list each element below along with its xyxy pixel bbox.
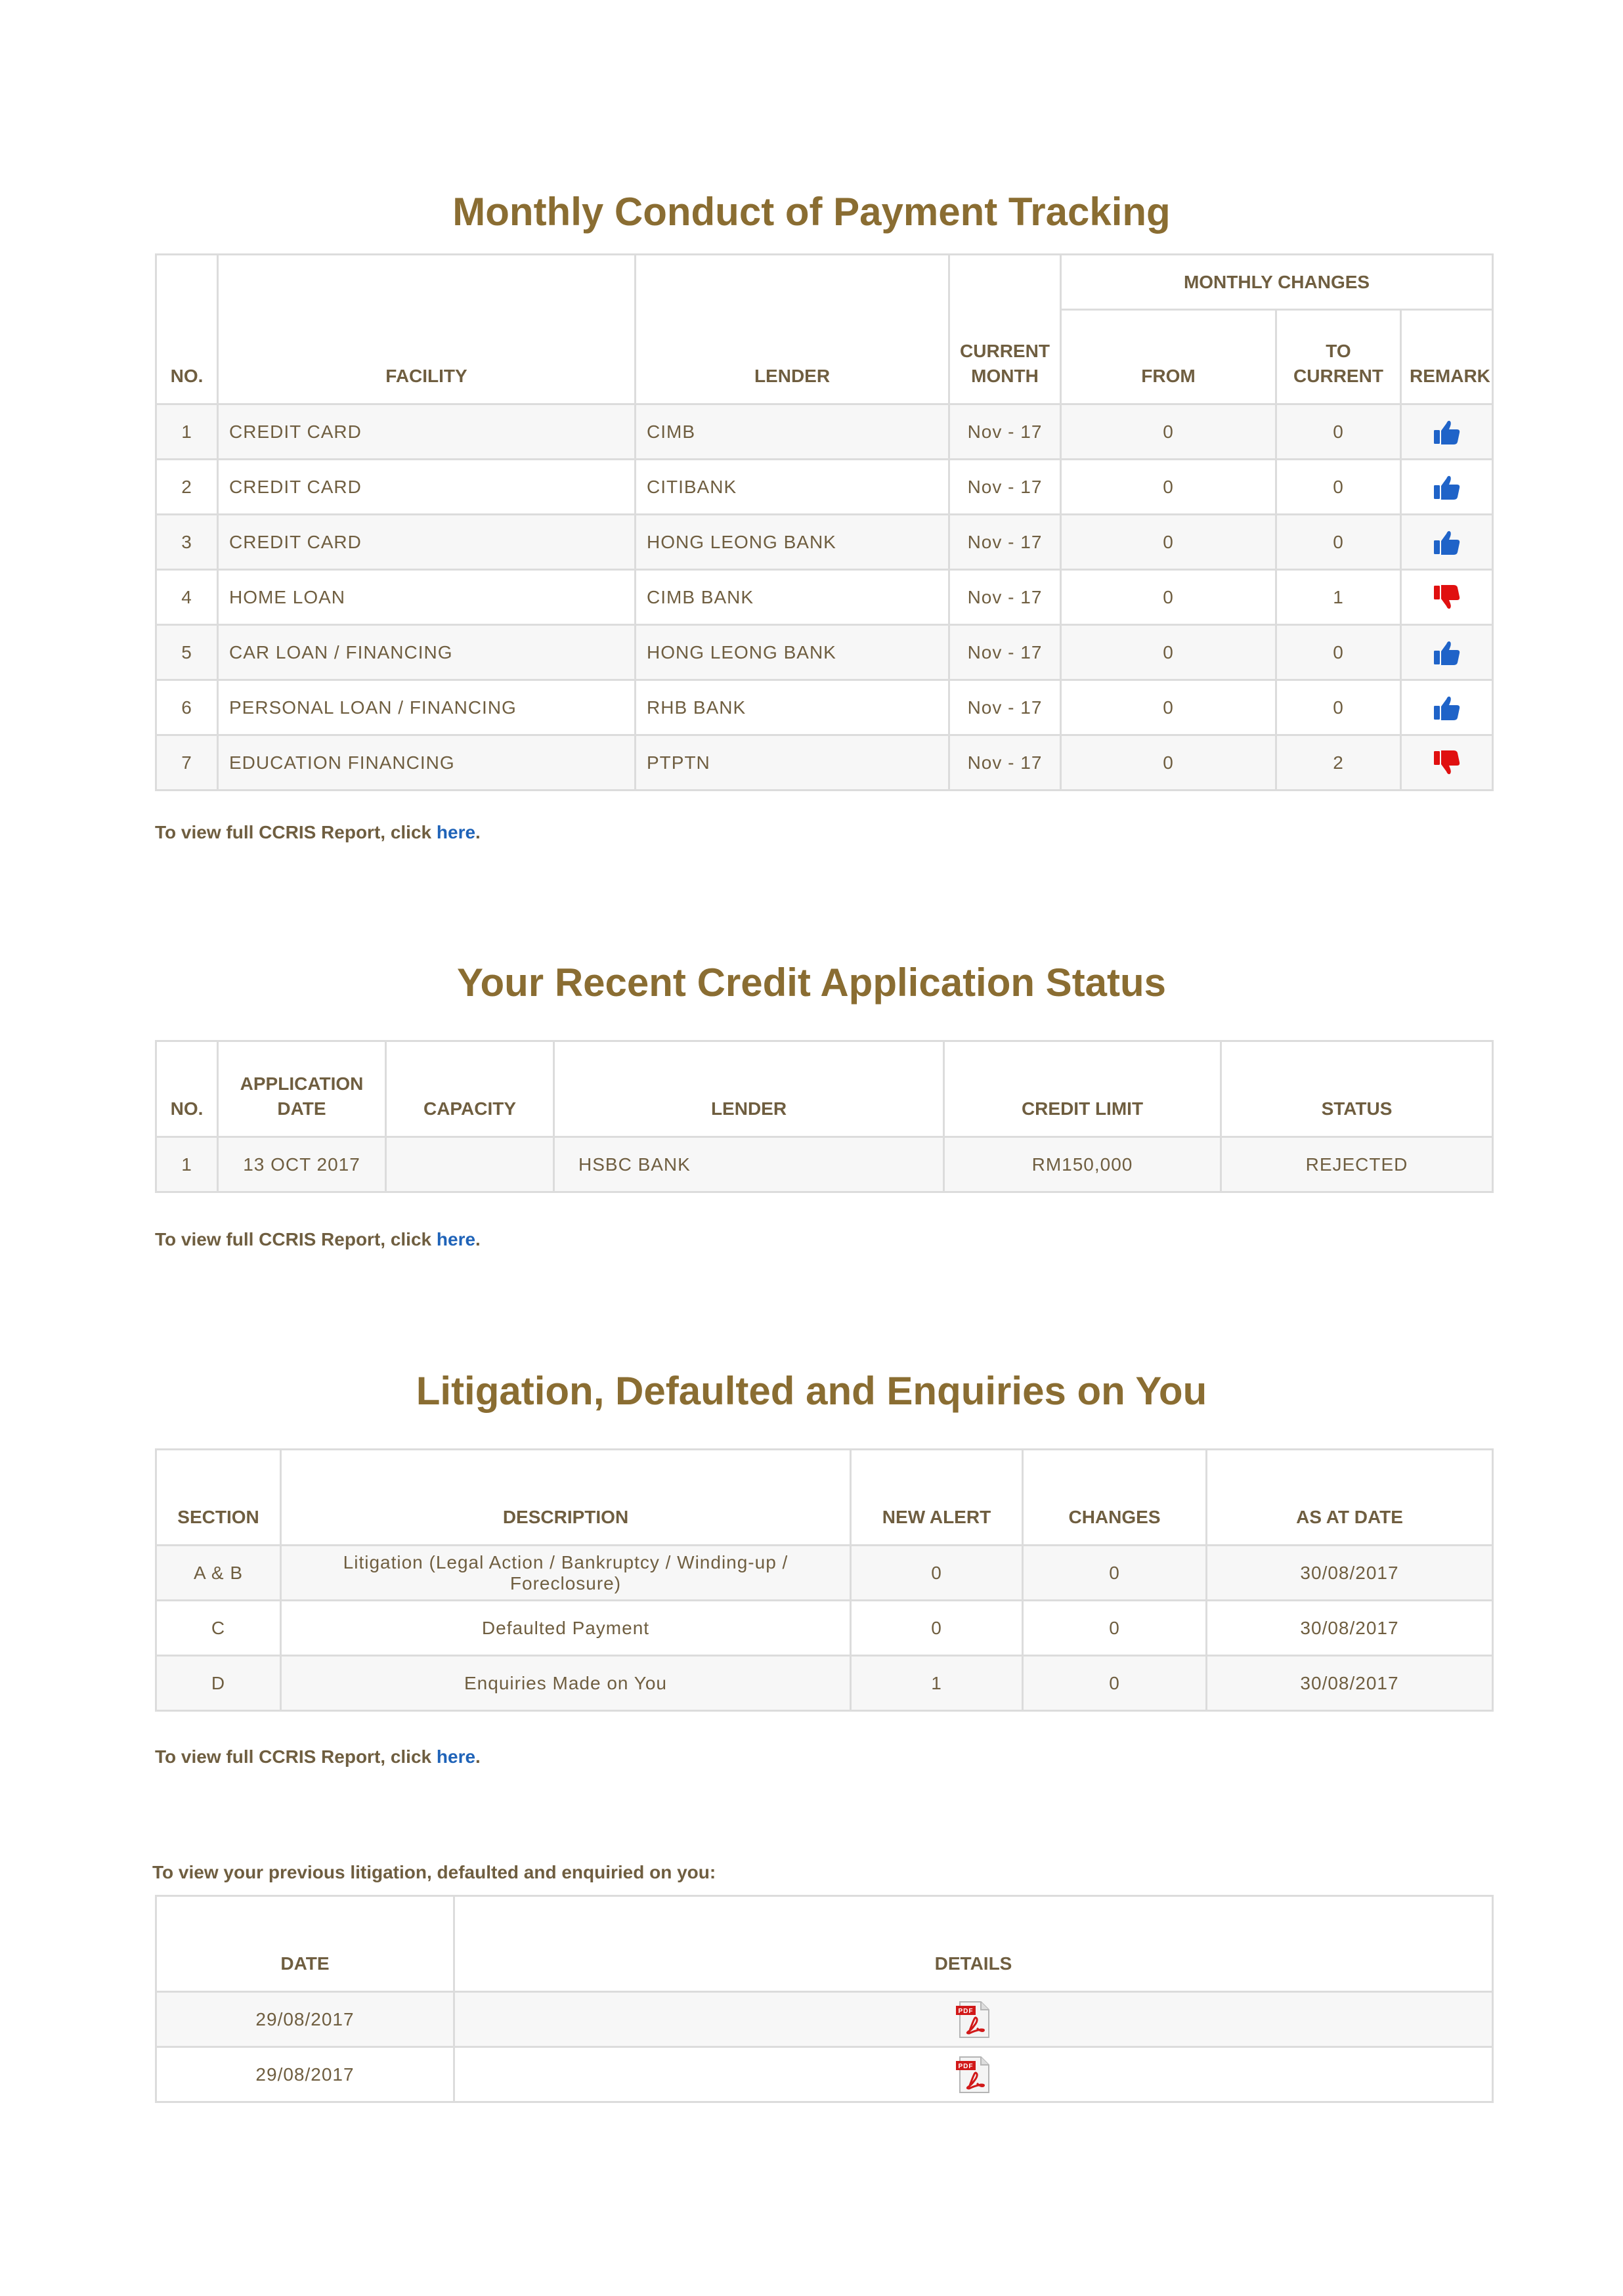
row-date: 29/08/2017 xyxy=(156,1992,454,2047)
row-date: 30/08/2017 xyxy=(1207,1601,1493,1656)
header-lender: LENDER xyxy=(636,255,949,404)
row-section: C xyxy=(156,1601,281,1656)
row-from: 0 xyxy=(1061,680,1276,735)
row-remark xyxy=(1401,515,1493,570)
thumbs-up-icon xyxy=(1433,418,1461,446)
header-credit-limit: CREDIT LIMIT xyxy=(944,1041,1221,1137)
row-to: 0 xyxy=(1276,515,1401,570)
row-no: 6 xyxy=(156,680,218,735)
row-to: 2 xyxy=(1276,735,1401,791)
note-end: . xyxy=(475,1229,481,1249)
row-description: Enquiries Made on You xyxy=(281,1656,851,1711)
pdf-icon-label: PDF xyxy=(958,2007,973,2015)
ccris-here-link-2[interactable]: here xyxy=(436,1229,476,1249)
header-lender: LENDER xyxy=(554,1041,944,1137)
row-facility: CREDIT CARD xyxy=(218,404,636,460)
row-lender: PTPTN xyxy=(636,735,949,791)
table-row xyxy=(156,1601,1493,1656)
row-remark xyxy=(1401,404,1493,460)
note-end: . xyxy=(475,1746,481,1767)
row-month: Nov - 17 xyxy=(949,404,1061,460)
header-details: DETAILS xyxy=(454,1896,1493,1992)
row-facility: HOME LOAN xyxy=(218,570,636,625)
row-capacity xyxy=(386,1137,554,1192)
row-from: 0 xyxy=(1061,625,1276,680)
note-text: To view full CCRIS Report, click xyxy=(155,1229,437,1249)
application-status-title: Your Recent Credit Application Status xyxy=(456,961,1167,1005)
table-row xyxy=(156,1546,1493,1601)
thumbs-up-icon xyxy=(1433,693,1461,722)
row-remark xyxy=(1401,680,1493,735)
ccris-note-2 xyxy=(155,1229,481,1250)
row-from: 0 xyxy=(1061,404,1276,460)
row-month: Nov - 17 xyxy=(949,460,1061,515)
thumbs-up-icon xyxy=(1433,638,1461,667)
row-remark xyxy=(1401,625,1493,680)
row-date: 13 OCT 2017 xyxy=(218,1137,386,1192)
row-details xyxy=(454,2047,1493,2102)
row-remark xyxy=(1401,570,1493,625)
table-row xyxy=(156,460,1493,515)
header-changes: CHANGES xyxy=(1023,1450,1207,1546)
row-description: Litigation (Legal Action / Bankruptcy / Winding-up / Foreclosure) xyxy=(281,1546,851,1601)
row-no: 2 xyxy=(156,460,218,515)
row-new-alert: 0 xyxy=(851,1546,1023,1601)
litigation-title: Litigation, Defaulted and Enquiries on You xyxy=(416,1369,1207,1413)
row-status: REJECTED xyxy=(1221,1137,1493,1192)
row-to: 0 xyxy=(1276,460,1401,515)
row-lender: HONG LEONG BANK xyxy=(636,625,949,680)
table-row xyxy=(156,680,1493,735)
row-lender: HSBC BANK xyxy=(554,1137,944,1192)
header-no: NO. xyxy=(156,1041,218,1137)
row-date: 30/08/2017 xyxy=(1207,1546,1493,1601)
row-facility: CAR LOAN / FINANCING xyxy=(218,625,636,680)
row-from: 0 xyxy=(1061,515,1276,570)
header-application-date: APPLICATION DATE xyxy=(218,1041,386,1137)
thumbs-up-icon xyxy=(1433,528,1461,557)
table-row xyxy=(156,404,1493,460)
row-remark xyxy=(1401,735,1493,791)
row-credit-limit: RM150,000 xyxy=(944,1137,1221,1192)
row-from: 0 xyxy=(1061,570,1276,625)
previous-records-intro: To view your previous litigation, defaulted and enquiried on you: xyxy=(152,1862,716,1882)
application-status-table xyxy=(155,1040,1494,1193)
row-date: 29/08/2017 xyxy=(156,2047,454,2102)
row-no: 4 xyxy=(156,570,218,625)
table-row xyxy=(156,625,1493,680)
row-from: 0 xyxy=(1061,460,1276,515)
row-no: 5 xyxy=(156,625,218,680)
row-month: Nov - 17 xyxy=(949,735,1061,791)
table-row xyxy=(156,515,1493,570)
row-description: Defaulted Payment xyxy=(281,1601,851,1656)
row-month: Nov - 17 xyxy=(949,570,1061,625)
header-monthly-changes: MONTHLY CHANGES xyxy=(1061,255,1493,310)
table-row xyxy=(156,570,1493,625)
ccris-here-link-3[interactable]: here xyxy=(436,1746,476,1767)
row-to: 0 xyxy=(1276,680,1401,735)
row-lender: RHB BANK xyxy=(636,680,949,735)
ccris-note-1 xyxy=(155,822,481,843)
table-row xyxy=(156,1656,1493,1711)
row-no: 3 xyxy=(156,515,218,570)
row-details xyxy=(454,1992,1493,2047)
previous-records-table xyxy=(155,1895,1494,2103)
row-to: 0 xyxy=(1276,404,1401,460)
row-date: 30/08/2017 xyxy=(1207,1656,1493,1711)
row-facility: EDUCATION FINANCING xyxy=(218,735,636,791)
row-section: D xyxy=(156,1656,281,1711)
header-date: DATE xyxy=(156,1896,454,1992)
row-section: A & B xyxy=(156,1546,281,1601)
row-remark xyxy=(1401,460,1493,515)
header-to-current: TO CURRENT xyxy=(1276,310,1401,404)
row-lender: CIMB xyxy=(636,404,949,460)
row-lender: CIMB BANK xyxy=(636,570,949,625)
table-row xyxy=(156,735,1493,791)
header-from: FROM xyxy=(1061,310,1276,404)
row-facility: CREDIT CARD xyxy=(218,460,636,515)
row-to: 0 xyxy=(1276,625,1401,680)
header-section: SECTION xyxy=(156,1450,281,1546)
header-current-month: CURRENT MONTH xyxy=(949,255,1061,404)
table-row xyxy=(156,2047,1493,2102)
note-text: To view full CCRIS Report, click xyxy=(155,822,437,842)
header-description: DESCRIPTION xyxy=(281,1450,851,1546)
row-no: 1 xyxy=(156,1137,218,1192)
pdf-icon-label: PDF xyxy=(958,2062,973,2070)
row-changes: 0 xyxy=(1023,1546,1207,1601)
header-capacity: CAPACITY xyxy=(386,1041,554,1137)
thumbs-up-icon xyxy=(1433,473,1461,502)
header-facility: FACILITY xyxy=(218,255,636,404)
row-facility: CREDIT CARD xyxy=(218,515,636,570)
ccris-here-link-1[interactable]: here xyxy=(436,822,476,842)
note-end: . xyxy=(475,822,481,842)
header-remark: REMARK xyxy=(1401,310,1493,404)
row-from: 0 xyxy=(1061,735,1276,791)
thumbs-down-icon xyxy=(1433,748,1461,777)
row-new-alert: 1 xyxy=(851,1656,1023,1711)
row-month: Nov - 17 xyxy=(949,680,1061,735)
row-no: 7 xyxy=(156,735,218,791)
litigation-table xyxy=(155,1448,1494,1712)
table-row xyxy=(156,1137,1493,1192)
ccris-note-3 xyxy=(155,1746,481,1767)
header-status: STATUS xyxy=(1221,1041,1493,1137)
header-as-at-date: AS AT DATE xyxy=(1207,1450,1493,1546)
row-month: Nov - 17 xyxy=(949,515,1061,570)
pdf-icon[interactable] xyxy=(955,2054,993,2095)
row-facility: PERSONAL LOAN / FINANCING xyxy=(218,680,636,735)
thumbs-down-icon xyxy=(1433,583,1461,612)
row-lender: HONG LEONG BANK xyxy=(636,515,949,570)
header-no: NO. xyxy=(156,255,218,404)
pdf-icon[interactable] xyxy=(955,1999,993,2040)
payment-tracking-title: Monthly Conduct of Payment Tracking xyxy=(452,190,1171,234)
row-new-alert: 0 xyxy=(851,1601,1023,1656)
row-no: 1 xyxy=(156,404,218,460)
row-to: 1 xyxy=(1276,570,1401,625)
payment-tracking-table xyxy=(155,253,1494,791)
row-changes: 0 xyxy=(1023,1656,1207,1711)
note-text: To view full CCRIS Report, click xyxy=(155,1746,437,1767)
row-month: Nov - 17 xyxy=(949,625,1061,680)
row-lender: CITIBANK xyxy=(636,460,949,515)
row-changes: 0 xyxy=(1023,1601,1207,1656)
header-new-alert: NEW ALERT xyxy=(851,1450,1023,1546)
table-row xyxy=(156,1992,1493,2047)
